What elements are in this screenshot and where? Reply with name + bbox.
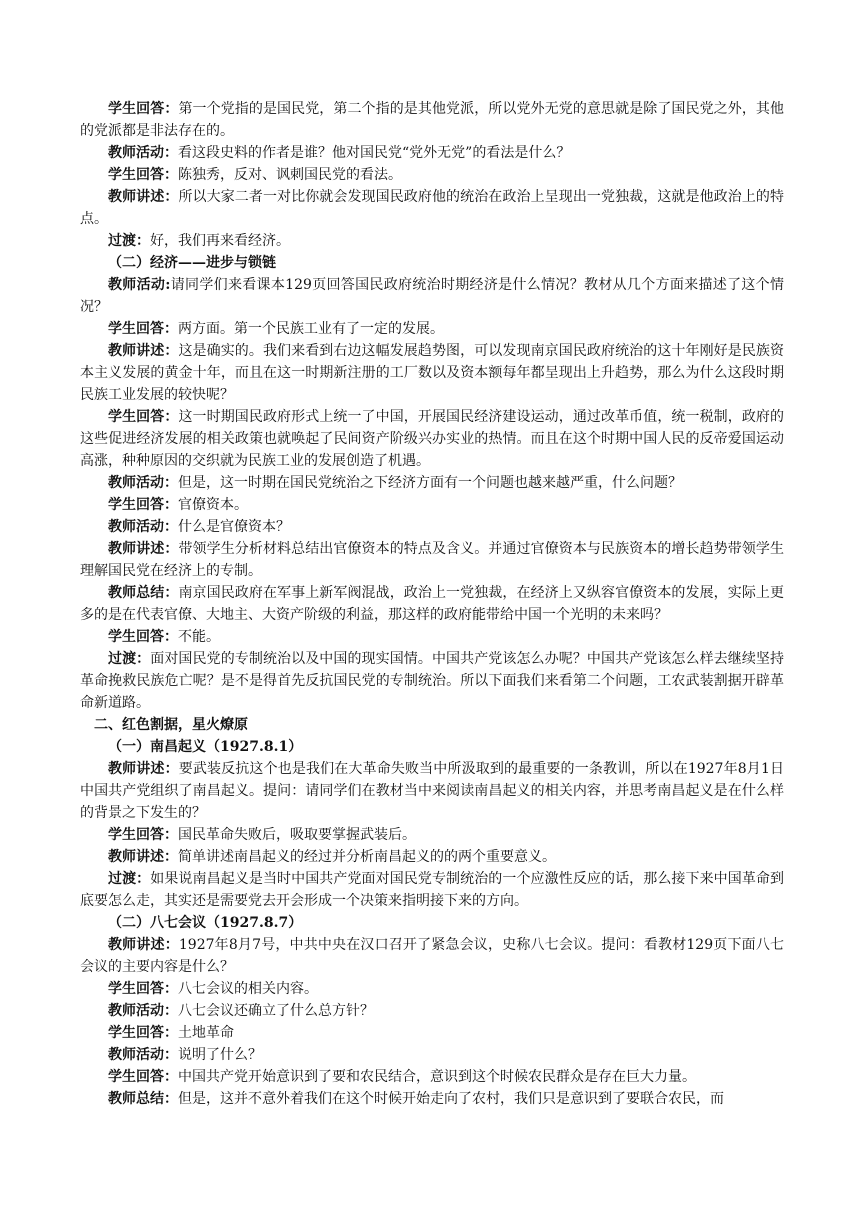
paragraph-text: 第一个党指的是国民党，第二个指的是其他党派，所以党外无党的意思就是除了国民党之外，其他的党派都是非法存在的。 — [80, 101, 785, 139]
dialogue-paragraph — [80, 340, 784, 406]
dialogue-paragraph — [80, 516, 784, 538]
paragraph-text: （一）南昌起义（1927.8.1） — [108, 739, 303, 755]
document-page — [80, 98, 784, 1110]
speaker-label: 学生回答： — [108, 497, 178, 513]
speaker-label: 教师讲述： — [108, 189, 179, 205]
paragraph-text: 如果说南昌起义是当时中国共产党面对国民党专制统治的一个应激性反应的话，那么接下来中国革命到底要怎么走，其实还是需要党去开会形成一个决策来指明接下来的方向。 — [80, 871, 785, 909]
dialogue-paragraph — [80, 98, 784, 142]
paragraph-text: 所以大家二者一对比你就会发现国民政府他的统治在政治上呈现出一党独裁，这就是他政治上的特点。 — [80, 189, 785, 227]
dialogue-paragraph — [80, 186, 784, 230]
paragraph-text: （二）经济——进步与锁链 — [108, 255, 276, 271]
paragraph-text: 二、红色割据，星火燎原 — [94, 717, 248, 733]
speaker-label: 教师讲述： — [108, 937, 179, 953]
dialogue-paragraph — [80, 472, 784, 494]
speaker-label: 教师讲述： — [108, 343, 179, 359]
speaker-label: 教师讲述： — [108, 849, 178, 865]
paragraph-text: 中国共产党开始意识到了要和农民结合，意识到这个时候农民群众是存在巨大力量。 — [178, 1069, 696, 1085]
speaker-label: 学生回答： — [108, 409, 179, 425]
dialogue-paragraph — [80, 1000, 784, 1022]
paragraph-text: 请同学们来看课本129页回答国民政府统治时期经济是什么情况？教材从几个方面来描述了这个情况？ — [80, 277, 784, 315]
paragraph-text: 1927年8月7号，中共中央在汉口召开了紧急会议，史称八七会议。提问：看教材129页下面八七会议的主要内容是什么？ — [80, 937, 784, 975]
paragraph-text: 八七会议还确立了什么总方针？ — [178, 1003, 374, 1019]
speaker-label: 学生回答： — [108, 1069, 178, 1085]
paragraph-text: 要武装反抗这个也是我们在大革命失败当中所汲取到的最重要的一条教训，所以在1927年8月1日中国共产党组织了南昌起义。提问：请同学们在教材当中来阅读南昌起义的相关内容，并思考南昌起义是在什么样的背景之下发生的？ — [80, 761, 784, 821]
paragraph-text: 好，我们再来看经济。 — [150, 233, 290, 249]
paragraph-text: （二）八七会议（1927.8.7） — [108, 915, 303, 931]
paragraph-text: 土地革命 — [178, 1025, 234, 1041]
speaker-label: 学生回答： — [108, 827, 178, 843]
dialogue-paragraph — [80, 978, 784, 1000]
speaker-label: 学生回答： — [108, 321, 178, 337]
dialogue-paragraph — [80, 846, 784, 868]
dialogue-paragraph — [80, 1088, 784, 1110]
dialogue-paragraph — [80, 1044, 784, 1066]
paragraph-text: 面对国民党的专制统治以及中国的现实国情。中国共产党该怎么办呢？中国共产党该怎么样去继续坚持革命挽救民族危亡呢？是不是得首先反抗国民党的专制统治。所以下面我们来看第二个问题，工农武装割据开辟革命新道路。 — [80, 651, 785, 711]
speaker-label: 教师活动: — [108, 277, 171, 293]
paragraph-text: 两方面。第一个民族工业有了一定的发展。 — [178, 321, 444, 337]
dialogue-paragraph — [80, 142, 784, 164]
dialogue-paragraph — [80, 824, 784, 846]
speaker-label: 学生回答： — [108, 101, 179, 117]
subsection-heading — [80, 252, 784, 274]
dialogue-paragraph — [80, 758, 784, 824]
dialogue-paragraph — [80, 1022, 784, 1044]
paragraph-text: 官僚资本。 — [178, 497, 248, 513]
dialogue-paragraph — [80, 538, 784, 582]
paragraph-text: 说明了什么？ — [178, 1047, 262, 1063]
dialogue-paragraph — [80, 406, 784, 472]
paragraph-text: 国民革命失败后，吸取要掌握武装后。 — [178, 827, 416, 843]
dialogue-paragraph — [80, 230, 784, 252]
speaker-label: 教师活动： — [108, 519, 178, 535]
speaker-label: 教师活动： — [108, 145, 178, 161]
dialogue-paragraph — [80, 934, 784, 978]
subsection-heading — [80, 736, 784, 758]
speaker-label: 教师活动： — [108, 1003, 178, 1019]
speaker-label: 学生回答： — [108, 1025, 178, 1041]
speaker-label: 教师总结： — [108, 1091, 178, 1107]
dialogue-paragraph — [80, 648, 784, 714]
speaker-label: 过渡： — [108, 233, 150, 249]
paragraph-text: 这是确实的。我们来看到右边这幅发展趋势图，可以发现南京国民政府统治的这十年刚好是民族资本主义发展的黄金十年，而且在这一时期新注册的工厂数以及资本额每年都呈现出上升趋势，那么为什么这段时期民族工业发展的较快呢？ — [80, 343, 785, 403]
paragraph-text: 不能。 — [178, 629, 220, 645]
speaker-label: 教师讲述： — [108, 761, 179, 777]
speaker-label: 教师总结： — [108, 585, 179, 601]
dialogue-paragraph — [80, 1066, 784, 1088]
speaker-label: 学生回答： — [108, 981, 178, 997]
speaker-label: 过渡： — [108, 871, 151, 887]
paragraph-text: 什么是官僚资本？ — [178, 519, 290, 535]
dialogue-paragraph — [80, 318, 784, 340]
paragraph-text: 南京国民政府在军事上新军阀混战，政治上一党独裁，在经济上又纵容官僚资本的发展，实际上更多的是在代表官僚、大地主、大资产阶级的利益，那这样的政府能带给中国一个光明的未来吗？ — [80, 585, 785, 623]
paragraph-text: 但是，这一时期在国民党统治之下经济方面有一个问题也越来越严重，什么问题？ — [178, 475, 682, 491]
speaker-label: 教师讲述： — [108, 541, 179, 557]
paragraph-text: 带领学生分析材料总结出官僚资本的特点及含义。并通过官僚资本与民族资本的增长趋势带领学生理解国民党在经济上的专制。 — [80, 541, 785, 579]
speaker-label: 教师活动： — [108, 475, 178, 491]
subsection-heading — [80, 912, 784, 934]
paragraph-text: 看这段史料的作者是谁？他对国民党“党外无党”的看法是什么？ — [178, 145, 571, 161]
dialogue-paragraph — [80, 494, 784, 516]
paragraph-text: 八七会议的相关内容。 — [178, 981, 318, 997]
speaker-label: 过渡： — [108, 651, 151, 667]
paragraph-text: 陈独秀，反对、讽刺国民党的看法。 — [178, 167, 402, 183]
speaker-label: 教师活动： — [108, 1047, 178, 1063]
dialogue-paragraph — [80, 868, 784, 912]
paragraph-text: 这一时期国民政府形式上统一了中国，开展国民经济建设运动，通过改革币值，统一税制，政府的这些促进经济发展的相关政策也就唤起了民间资产阶级兴办实业的热情。而且在这个时期中国人民的反帝爱国运动高涨，种种原因的交织就为民族工业的发展创造了机遇。 — [80, 409, 785, 469]
dialogue-paragraph — [80, 626, 784, 648]
dialogue-paragraph — [80, 164, 784, 186]
section-heading — [80, 714, 784, 736]
speaker-label: 学生回答： — [108, 167, 178, 183]
speaker-label: 学生回答： — [108, 629, 178, 645]
paragraph-text: 简单讲述南昌起义的经过并分析南昌起义的的两个重要意义。 — [178, 849, 556, 865]
dialogue-paragraph — [80, 582, 784, 626]
dialogue-paragraph — [80, 274, 784, 318]
paragraph-text: 但是，这并不意外着我们在这个时候开始走向了农村，我们只是意识到了要联合农民，而 — [178, 1091, 724, 1107]
